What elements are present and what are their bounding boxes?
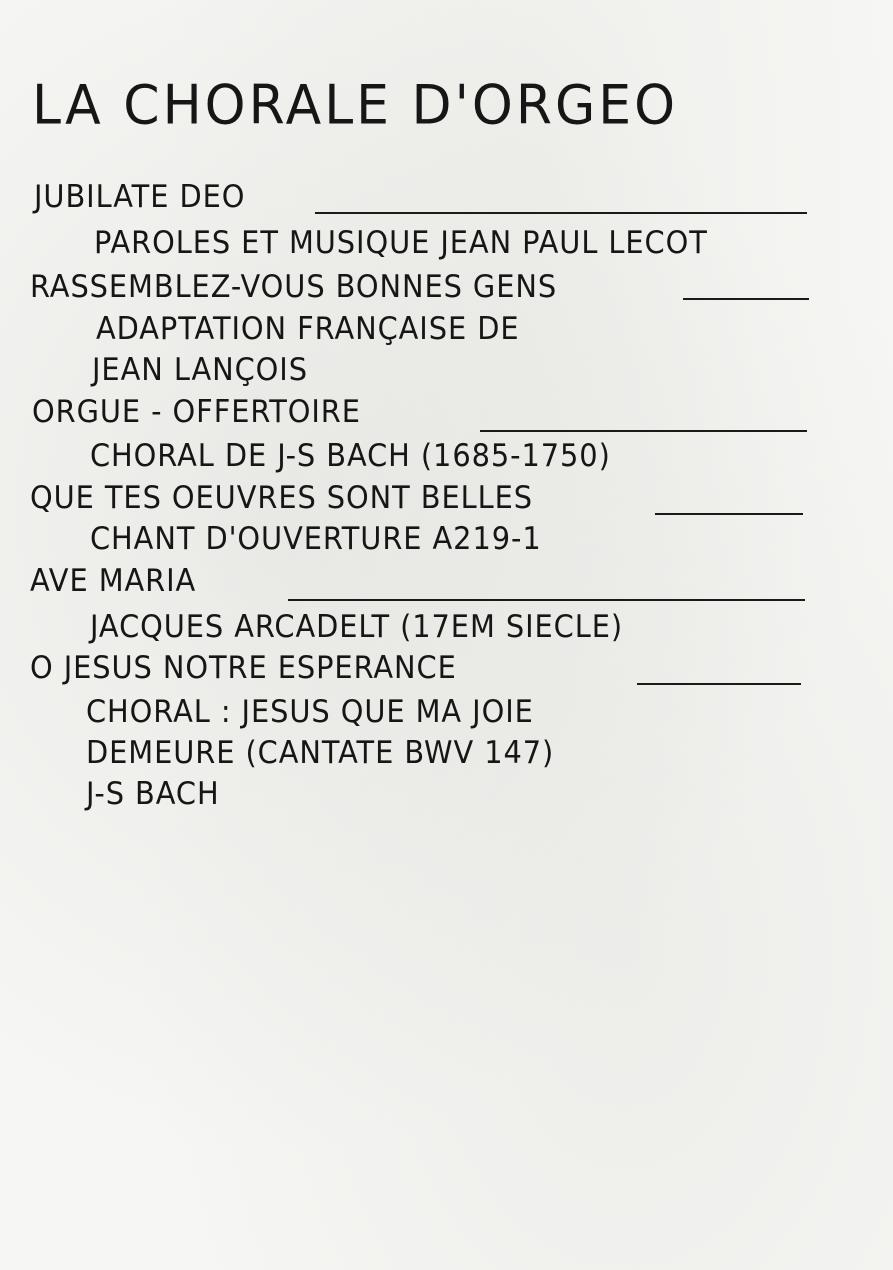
piece-credit: CHORAL : JESUS QUE MA JOIE xyxy=(86,694,534,730)
entry-rule xyxy=(683,298,809,300)
piece-credit: PAROLES ET MUSIQUE JEAN PAUL LECOT xyxy=(94,225,708,261)
piece-title: JUBILATE DEO xyxy=(34,179,246,215)
piece-title: O JESUS NOTRE ESPERANCE xyxy=(30,650,457,686)
piece-credit: J-S BACH xyxy=(86,776,220,812)
entry-rule xyxy=(480,430,807,432)
piece-credit: CHORAL DE J-S BACH (1685-1750) xyxy=(90,438,611,474)
entry-rule xyxy=(288,599,805,601)
piece-credit: JEAN LANÇOIS xyxy=(92,352,308,388)
piece-credit: ADAPTATION FRANÇAISE DE xyxy=(96,311,520,347)
piece-credit: DEMEURE (CANTATE BWV 147) xyxy=(86,735,555,771)
piece-credit: CHANT D'OUVERTURE A219-1 xyxy=(90,521,542,557)
entry-rule xyxy=(655,513,803,515)
piece-title: QUE TES OEUVRES SONT BELLES xyxy=(30,480,533,516)
piece-title: ORGUE - OFFERTOIRE xyxy=(32,394,361,430)
piece-title: RASSEMBLEZ-VOUS BONNES GENS xyxy=(30,269,558,305)
piece-title: AVE MARIA xyxy=(30,563,197,599)
entry-rule xyxy=(637,683,801,685)
entry-rule xyxy=(315,212,807,214)
page-title: LA CHORALE D'ORGEO xyxy=(32,74,679,137)
piece-credit: JACQUES ARCADELT (17EM SIECLE) xyxy=(90,609,624,645)
